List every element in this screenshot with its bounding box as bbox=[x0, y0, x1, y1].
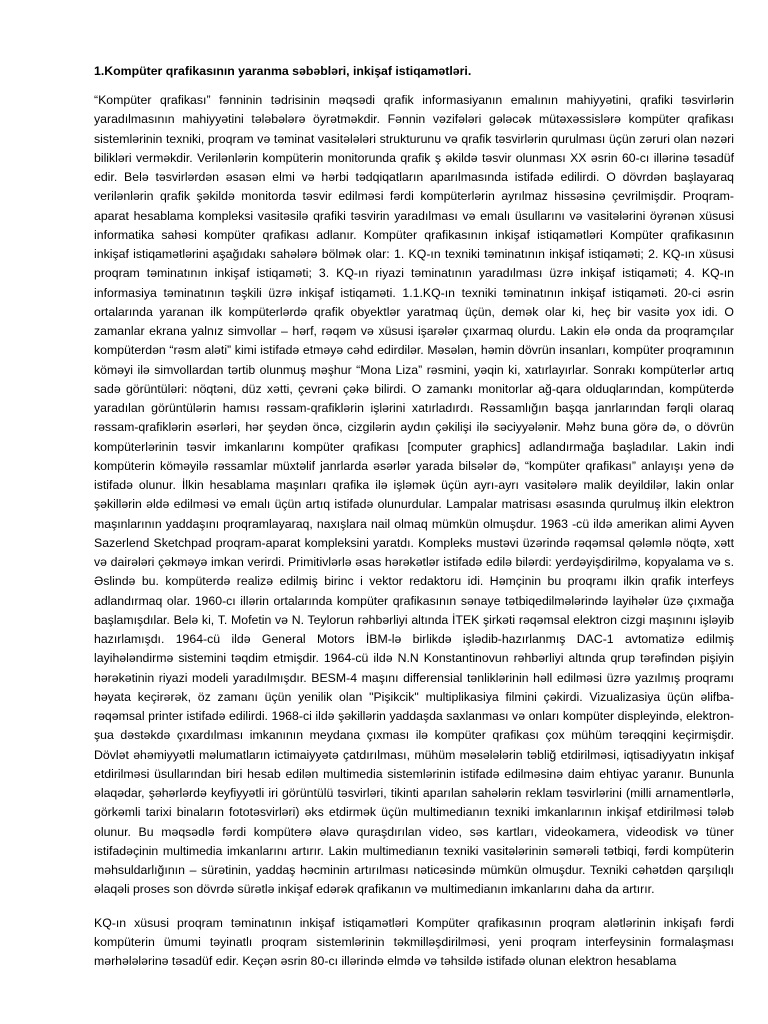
document-page bbox=[94, 62, 734, 971]
body-paragraph-2: KQ-ın xüsusi proqram təminatının inkişaf istiqamətləri Kompüter qrafikasının proqram alətlərinin inkişafı fərdi kompüterin ümumi təyinatlı proqram sistemlərinin təkmilləşdirilməsi, yeni proqram interfeysinin formalaşması mərhələlərinə təsadüf edir. Keçən əsrin 80-cı illərində elmdə və təhsildə istifadə olunan elektron hesablama bbox=[94, 915, 734, 968]
section-heading: 1.Kompüter qrafikasının yaranma səbəbləri, inkişaf istiqamətləri. bbox=[94, 64, 472, 78]
body-paragraph-1: “Kompüter qrafikası” fənninin tədrisinin məqsədi qrafik informasiyanın emalının mahiyyətini, qrafiki təsvirlərin yaradılmasının mahiyyətini tələbələrə öyrətməkdir. Fənnin vəzifələri gələcək mütəxəssislərə kompüter qrafikası sistemlərinin texniki, proqram və təminat vasitələləri strukturunu və qrafik təsvirlərin qurulması üçün zəruri olan nəzəri bilikləri verməkdir. Verilənlərin kompüterin monitorunda qrafik ş əkildə təsvir olunması XX əsrin 60-cı illərinə təsadüf edir. Belə təsvirlərdən əsasən elmi və hərbi tədqiqatların aparılmasında istifadə edilirdi. O dövrdən başlayaraq verilənlərin qrafik şəkildə monitorda təsvir edilməsi fərdi kompüterlərin ayrılmaz hissəsinə çevrilmişdir. Proqram-aparat hesablama kompleksi vasitəsilə qrafiki təsvirin yaradılması və emalı üsullarını və vasitələrini öyrənən xüsusi informatika sahəsi kompüter qrafikası adlanır. Kompüter qrafikasının inkişaf istiqamətləri Kompüter qrafikasının inkişaf istiqamətlərini aşağıdakı sahələrə bölmək olar: 1. KQ-ın texniki təminatının inkişaf istiqaməti; 2. KQ-ın xüsusi proqram təminatının inkişaf istiqaməti; 3. KQ-ın riyazi təminatının yaradılması üzrə inkişaf istiqaməti; 4. KQ-ın informasiya təminatının təşkili üzrə inkişaf istiqaməti. 1.1.KQ-ın texniki təminatının inkişaf istiqaməti. 20-ci əsrin ortalarında yaranan ilk kompüterlərdə qrafik obyektlər yaratmaq üçün, demək olar ki, heç bir vasitə yox idi. O zamanlar ekrana yalnız simvollar – hərf, rəqəm və xüsusi işarələr çıxarmaq olurdu. Lakin elə onda da proqramçılar kompüterdən “rəsm aləti” kimi istifadə etməyə cəhd edirdilər. Məsələn, həmin dövrün insanları, kompüter proqramının köməyi ilə simvollardan tərtib olunmuş məşhur “Mona Liza” rəsmini, yəqin ki, xatırlayırlar. Sonrakı kompüterlər artıq sadə görüntüləri: nöqtəni, düz xətti, çevrəni çəkə bilirdi. O zamankı monitorlar ağ-qara olduqlarından, kompüterdə yaradılan görüntülərin hamısı rəssam-qrafiklərin işlərini xatırladırdı. Rəssamlığın başqa janrlarından fərqli olaraq rəssam-qrafiklərin əsərləri, hər şeydən öncə, cizgilərin aydın çəkilişi ilə səciyyələnir. Məhz buna görə də, o dövrün kompüterlərinin təsvir imkanlarını kompüter qrafikası [computer graphics] adlandırmağa başladılar. Lakin indi kompüterin köməyilə rəssamlar müxtəlif janrlarda əsərlər yarada bilsələr də, “kompüter qrafikası” anlayışı yenə də istifadə olunur. İlkin hesablama maşınları qrafika ilə işləmək üçün ayrı-ayrı vasitələrə malik deyildilər, lakin onlar şəkillərin əldə edilməsi və emalı üçün artıq istifadə olunurdular. Lampalar matrisası əsasında qurulmuş ilkin elektron maşınlarının yaddaşını proqramlayaraq, naxışlara nail olmaq mümkün olmuşdur. 1963 -cü ildə amerikan alimi Ayven Sazerlend Sketchpad proqram-aparat kompleksini yaratdı. Kompleks mustəvi üzərində rəqəmsal qələmlə nöqtə, xətt və dairələri çəkməyə imkan verirdi. Primitivlərlə əsas hərəkətlər istifadə edilə bilərdi: yerdəyişdirilmə, kopyalama və s. Əslində bu. kompüterdə realizə edilmiş birinc i vektor redaktoru idi. Həmçinin bu proqramı ilkin qrafik interfeys adlandırmaq olar. 1960-cı illərin ortalarında kompüter qrafikasının sənaye tətbiqedilmələrində layihələr üzə çıxmağa başlamışdılar. Belə ki, T. Mofetin və N. Teylorun rəhbərliyi altında İTEK şirkəti rəqəmsal elektron cizgi maşınını işləyib hazırlamışdı. 1964-cü ildə General Motors İBM-lə birlikdə işlədib-hazırlanmış DAC-1 avtomatizə edilmiş layihələndirmə sistemini təqdim etmişdir. 1964-cü ildə N.N Konstantinovun rəhbərliyi altında qrup tərəfindən pişiyin hərəkətinin riyazi modeli yaradılmışdır. BESM-4 maşını differensial tənliklərinin həll edilməsi üzrə yazılmış proqramı həyata keçirərək, öz zamanı üçün yenilik olan "Pişikcik" multiplikasiya filmini çəkirdi. Vizualizasiya üçün əlifba-rəqəmsal printer istifadə edilirdi. 1968-ci ildə şəkillərin yaddaşda saxlanması və onları kompüter displeyində, elektron-şua dəstəkdə çıxardılması imkanının meydana çıxması ilə kompüter qrafikası çox mühüm tərəqqini keçirmişdir. Dövlət əhəmiyyətli məlumatların ictimaiyyətə çatdırılması, mühüm məsələlərin təbliğ etdirilməsi, iqtisadiyyatın inkişaf etdirilməsi üsullarından biri hesab edilən multimedia sistemlərinin istifadə edilməsinə daim ehtiyac yaranır. Bununla əlaqədar, şəhərlərdə keyfiyyətli iri görüntülü təsvirləri, tikinti aparılan sahələrin reklam təsvirlərini (milli arnamentlərlə, görkəmli tarixi binaların fototəsvirləri) əks etdirmək üçün multimedianın texniki imkanlarının inkişaf etdirilməsi tələb olunur. Bu məqsədlə fərdi kompüterə əlavə quraşdırılan video, səs kartları, videokamera, videodisk və tüner istifadəçinin multimedia imkanlarını artırır. Lakin multimedianın texniki vasitələrinin səmərəli tətbiqi, fərdi kompüterin məhsuldarlığının – sürətinin, yaddaş həcminin artırılması nəticəsində mümkün olmuşdur. Texniki cəhətdən qarşılıqlı əlaqəli proses son dövrdə sürətlə inkişaf edərək qrafikanın və multimedianın imkanlarını daha da artırır. bbox=[94, 93, 734, 897]
